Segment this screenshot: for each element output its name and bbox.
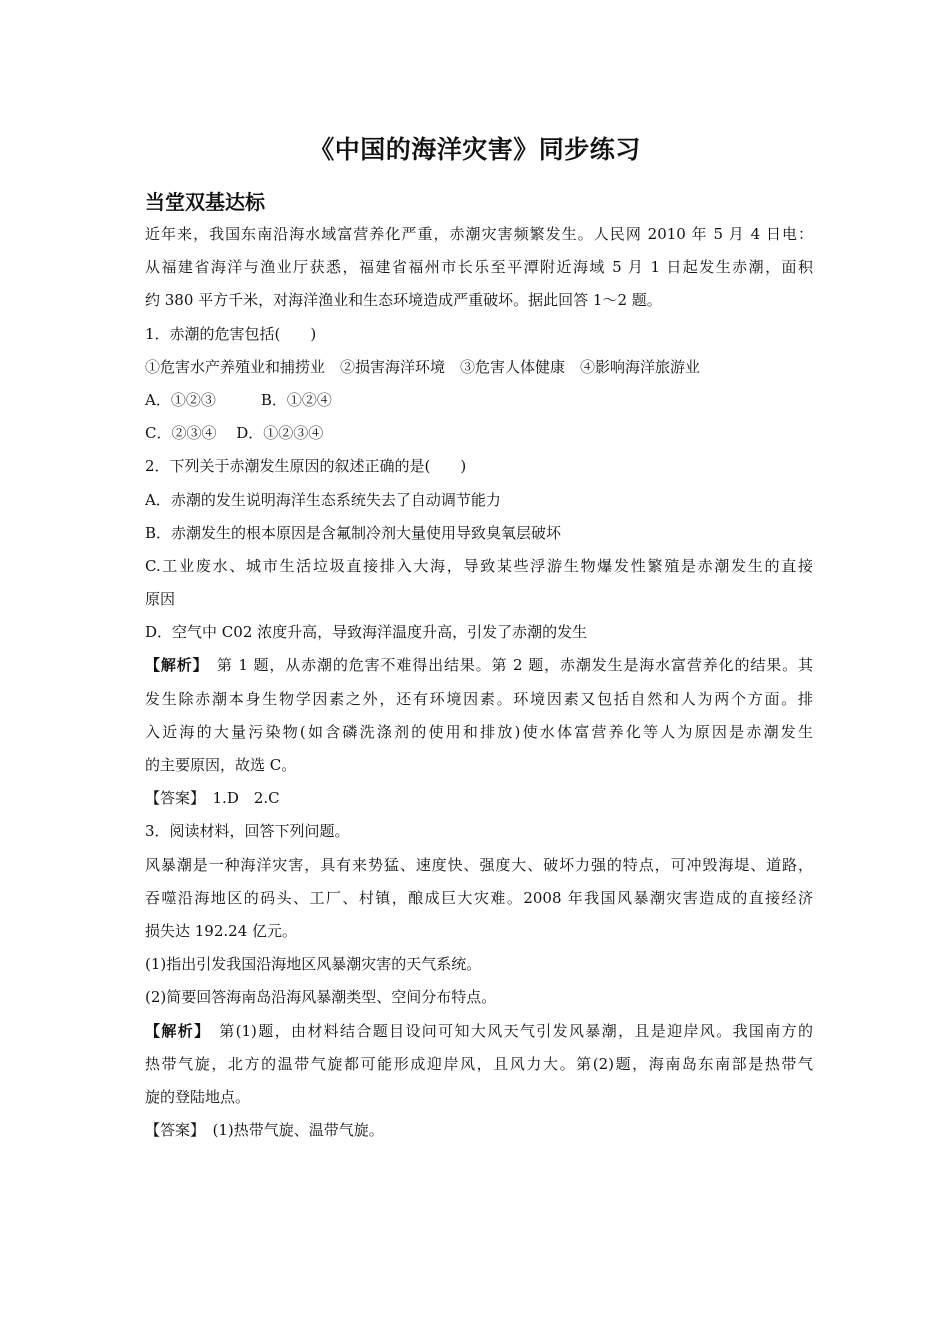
analysis-label: 【解析】 bbox=[145, 656, 201, 675]
question-3-sub-2: (2)简要回答海南岛沿海风暴潮类型、空间分布特点。 bbox=[145, 988, 497, 1007]
analysis-2-line-3: 旋的登陆地点。 bbox=[145, 1087, 251, 1106]
intro-line-2: 从福建省海洋与渔业厅获悉，福建省福州市长乐至平潭附近海域 5 月 1 日起发生赤潮，面积 bbox=[145, 258, 813, 277]
question-2-option-d: D．空气中 C02 浓度升高，导致海洋温度升高，引发了赤潮的发生 bbox=[145, 623, 588, 642]
question-2-option-c-line-2: 原因 bbox=[145, 590, 176, 609]
page-title: 《中国的海洋灾害》同步练习 bbox=[309, 135, 641, 164]
question-2-option-a: A．赤潮的发生说明海洋生态系统失去了自动调节能力 bbox=[145, 490, 501, 509]
answer-2-text: (1)热带气旋、温带气旋。 bbox=[197, 1121, 384, 1140]
question-2-option-c-line-1: C.工业废水、城市生活垃圾直接排入大海，导致某些浮游生物爆发性繁殖是赤潮发生的直接 bbox=[145, 556, 813, 575]
analysis-1-line-3: 入近海的大量污染物(如含磷洗涤剂的使用和排放)使水体富营养化等人为原因是赤潮发生 bbox=[145, 722, 813, 741]
question-3-material-line-3: 损失达 192.24 亿元。 bbox=[145, 921, 298, 940]
question-1-options-ab: A．①②③ B．①②④ bbox=[145, 390, 332, 409]
question-3-sub-1: (1)指出引发我国沿海地区风暴潮灾害的天气系统。 bbox=[145, 955, 482, 974]
question-1-options-cd: C．②③④ D．①②③④ bbox=[145, 424, 324, 443]
question-3-material-line-2: 吞噬沿海地区的码头、工厂、村镇，酿成巨大灾难。2008 年我国风暴潮灾害造成的直接经济 bbox=[145, 888, 813, 907]
analysis-2-line-2: 热带气旋，北方的温带气旋都可能形成迎岸风，且风力大。第(2)题，海南岛东南部是热带气 bbox=[145, 1054, 813, 1073]
question-2-stem: 2．下列关于赤潮发生原因的叙述正确的是( ) bbox=[145, 457, 467, 476]
answer-1 bbox=[145, 782, 813, 815]
question-3-material-line-1: 风暴潮是一种海洋灾害，具有来势猛、速度快、强度大、破坏力强的特点，可冲毁海堤、道路， bbox=[145, 855, 813, 874]
answer-label: 【答案】 bbox=[145, 789, 198, 808]
analysis-1-line-1 bbox=[145, 649, 813, 682]
question-1-items: ①危害水产养殖业和捕捞业 ②损害海洋环境 ③危害人体健康 ④影响海洋旅游业 bbox=[145, 357, 701, 376]
question-3-stem: 3．阅读材料，回答下列问题。 bbox=[145, 822, 350, 841]
question-1-stem: 1．赤潮的危害包括( ) bbox=[145, 324, 317, 343]
analysis-1-text: 第 1 题，从赤潮的危害不难得出结果。第 2 题，赤潮发生是海水富营养化的结果。其 bbox=[200, 656, 813, 675]
analysis-label: 【解析】 bbox=[145, 1021, 203, 1040]
analysis-2-line-1 bbox=[145, 1015, 813, 1048]
answer-1-text: 1.D 2.C bbox=[197, 789, 280, 808]
analysis-1-line-4: 的主要原因，故选 C。 bbox=[145, 756, 297, 774]
intro-line-1: 近年来，我国东南沿海水域富营养化严重，赤潮灾害频繁发生。人民网 2010 年 5 月 4 日电： bbox=[145, 225, 813, 243]
intro-line-3: 约 380 平方千米，对海洋渔业和生态环境造成严重破坏。据此回答 1～2 题。 bbox=[145, 291, 662, 310]
answer-2 bbox=[145, 1114, 813, 1147]
analysis-2-text: 第(1)题，由材料结合题目设问可知大风天气引发风暴潮，且是迎岸风。我国南方的 bbox=[202, 1021, 813, 1040]
question-2-option-b: B．赤潮发生的根本原因是含氟制冷剂大量使用导致臭氧层破坏 bbox=[145, 523, 562, 542]
answer-label: 【答案】 bbox=[145, 1121, 198, 1140]
analysis-1-line-2: 发生除赤潮本身生物学因素之外，还有环境因素。环境因素又包括自然和人为两个方面。排 bbox=[145, 689, 813, 708]
section-heading: 当堂双基达标 bbox=[145, 190, 265, 214]
document-body bbox=[145, 218, 813, 1147]
